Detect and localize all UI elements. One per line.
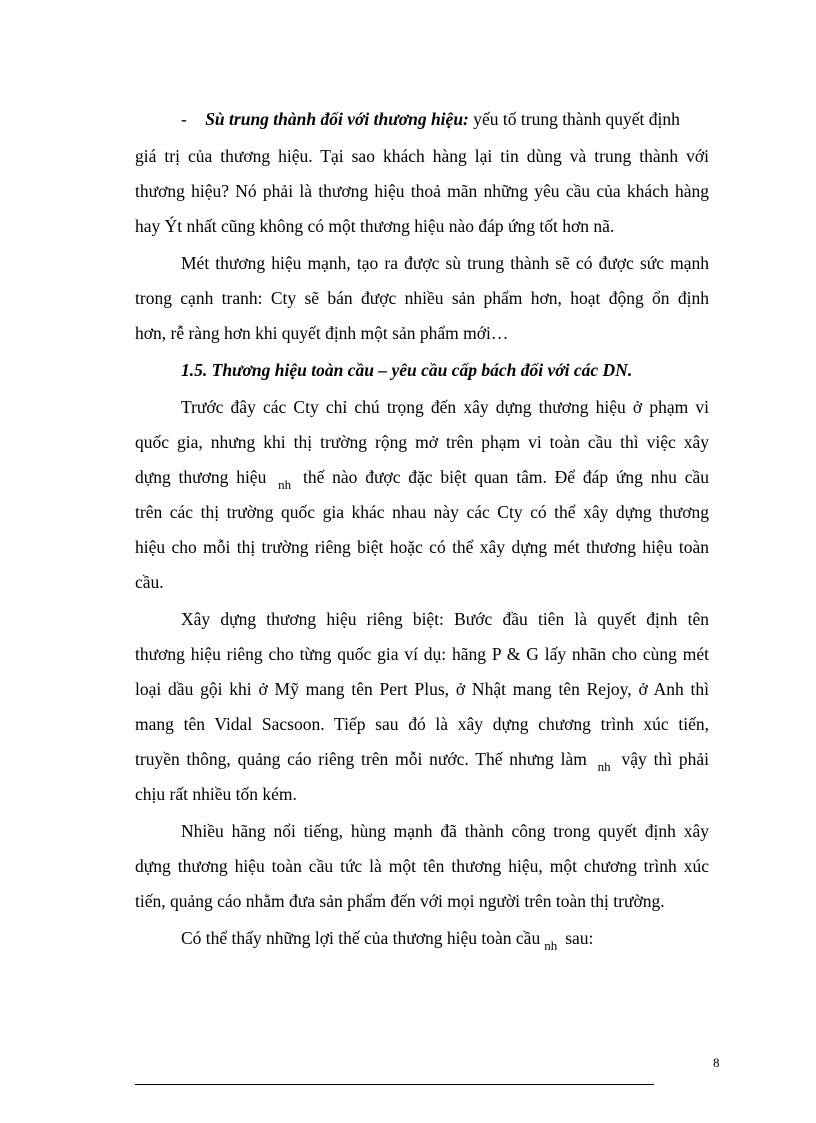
text-run: vậy thì phải <box>621 749 710 769</box>
text-line: tiến, quảng cáo nhằm đưa sản phẩm đến với mọi người trên toàn thị trường. <box>135 891 665 911</box>
text-line: thương hiệu? Nó phải là thương hiệu thoả mãn những yêu cầu của khách hàng <box>135 181 709 201</box>
page-number: 8 <box>713 1055 720 1070</box>
text-line: mang tên Vidal Sacsoon. Tiếp sau đó là xây dựng chương trình xúc tiến, <box>135 714 709 734</box>
text-line: quốc gia, nhưng khi thị trường rộng mở trên phạm vi toàn cầu thì việc xây <box>135 432 709 452</box>
text-run: yếu tố trung thành quyết định <box>468 109 680 129</box>
text-line <box>181 927 593 957</box>
section-heading: 1.5. Thương hiệu toàn cầu – yêu cầu cấp bách đối với các DN. <box>181 360 633 380</box>
text-run: dựng thương hiệu <box>135 467 267 487</box>
text-line: thương hiệu riêng cho từng quốc gia ví dụ: hãng P & G lấy nhãn cho cùng mét <box>135 644 709 664</box>
text-line: trên các thị trường quốc gia khác nhau này các Cty có thể xây dựng thương <box>135 502 709 522</box>
subscript-fragment: nh <box>278 477 292 492</box>
text-run: truyền thông, quảng cáo riêng trên mỗi nước. Thế nhưng làm <box>135 749 587 769</box>
text-line: giá trị của thương hiệu. Tại sao khách hàng lại tin dùng và trung thành với <box>135 146 709 166</box>
text-line: chịu rất nhiều tốn kém. <box>135 784 297 804</box>
text-line: hiệu cho mỗi thị trường riêng biệt hoặc có thể xây dựng mét thương hiệu toàn <box>135 537 709 557</box>
bullet-line <box>181 108 680 130</box>
footer-rule <box>135 1084 654 1085</box>
bullet-dash: - <box>181 109 187 129</box>
text-run: thế nào được đặc biệt quan tâm. Để đáp ứng nhu cầu <box>302 467 710 487</box>
text-run: sau: <box>565 928 594 948</box>
text-run: Có thể thấy những lợi thế của thương hiệu toàn cầu <box>181 928 541 948</box>
text-line: trong cạnh tranh: Cty sẽ bán được nhiều sản phẩm hơn, hoạt động ổn định <box>135 288 709 308</box>
subscript-fragment: nh <box>597 759 611 774</box>
text-line <box>135 466 709 496</box>
text-line: Nhiều hãng nổi tiếng, hùng mạnh đã thành công trong quyết định xây <box>181 821 709 841</box>
text-line: cầu. <box>135 572 164 592</box>
text-line: dựng thương hiệu toàn cầu tức là một tên thương hiệu, một chương trình xúc <box>135 856 709 876</box>
text-line: loại dầu gội khi ở Mỹ mang tên Pert Plus, ở Nhật mang tên Rejoy, ở Anh thì <box>135 679 709 699</box>
text-line: hơn, rễ ràng hơn khi quyết định một sản phẩm mới… <box>135 323 509 343</box>
text-line: Mét thương hiệu mạnh, tạo ra được sù trung thành sẽ có được sức mạnh <box>181 253 709 273</box>
text-line <box>135 748 709 778</box>
loyalty-heading: Sù trung thành đối với thương hiệu: <box>205 109 469 129</box>
text-line: hay Ýt nhất cũng không có một thương hiệu nào đáp ứng tốt hơn nã. <box>135 216 615 236</box>
subscript-fragment: nh <box>544 938 558 953</box>
text-line: Trước đây các Cty chỉ chú trọng đến xây dựng thương hiệu ở phạm vi <box>181 397 709 417</box>
text-line: Xây dựng thương hiệu riêng biệt: Bước đầu tiên là quyết định tên <box>181 609 709 629</box>
